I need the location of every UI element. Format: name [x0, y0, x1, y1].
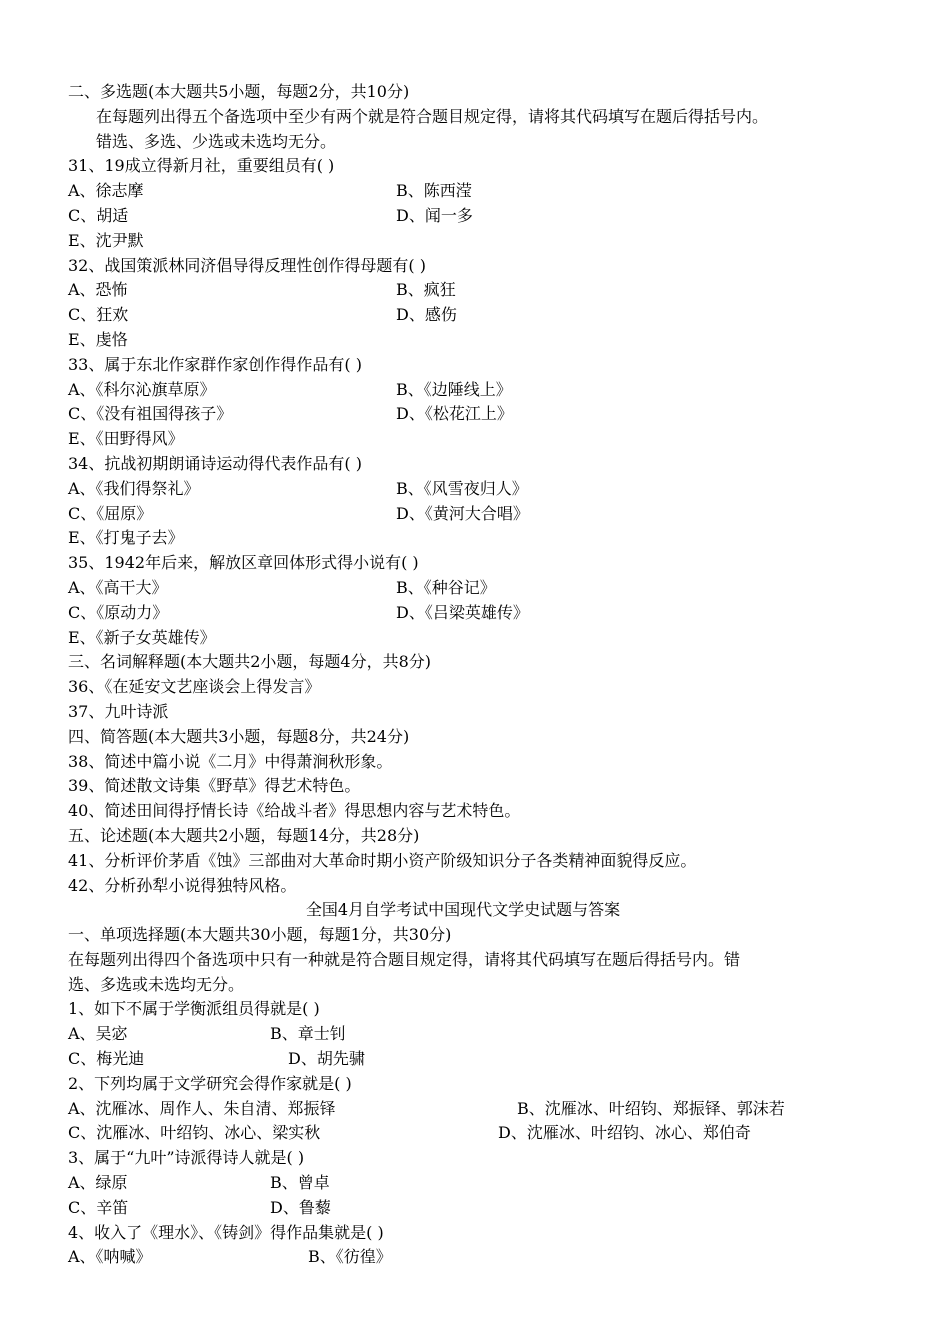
option-d: D、《黄河大合唱》 [396, 503, 529, 523]
option-row [68, 502, 918, 527]
section-header: 四、简答题(本大题共3小题，每题8分，共24分) [68, 726, 410, 746]
section-header: 五、论述题(本大题共2小题，每题14分，共28分) [68, 825, 420, 845]
option-row [68, 179, 918, 204]
option-b: B、《彷徨》 [308, 1247, 392, 1267]
option-a: A、沈雁冰、周作人、朱自清、郑振铎 [68, 1098, 336, 1118]
question-stem: 31、19成立得新月社，重要组员有( ) [68, 156, 335, 176]
option-a: A、吴宓 [68, 1024, 128, 1044]
section-header: 三、名词解释题(本大题共2小题，每题4分，共8分) [68, 652, 432, 672]
option-d: D、沈雁冰、叶绍钧、冰心、郑伯奇 [498, 1123, 751, 1143]
option-b: B、章士钊 [270, 1024, 346, 1044]
option-row [68, 278, 918, 303]
option-b: B、《边陲线上》 [396, 379, 512, 399]
option-c: C、梅光迪 [68, 1049, 145, 1069]
option-c: C、《屈原》 [68, 503, 153, 523]
question-stem: 34、抗战初期朗诵诗运动得代表作品有( ) [68, 453, 362, 473]
option-c: C、《没有祖国得孩子》 [68, 404, 233, 424]
option-row [68, 1245, 918, 1270]
option-row [68, 402, 918, 427]
option-row [68, 1171, 918, 1196]
question-item: 38、简述中篇小说《二月》中得萧涧秋形象。 [68, 751, 393, 771]
option-a: A、《我们得祭礼》 [68, 478, 200, 498]
option-e: E、《田野得风》 [68, 429, 184, 449]
question-item: 39、简述散文诗集《野草》得艺术特色。 [68, 776, 361, 796]
option-a: A、恐怖 [68, 280, 128, 300]
option-row [68, 1121, 918, 1146]
question-item: 40、简述田间得抒情长诗《给战斗者》得思想内容与艺术特色。 [68, 801, 521, 821]
option-row [68, 576, 918, 601]
option-a: A、《呐喊》 [68, 1247, 152, 1267]
option-a: A、绿原 [68, 1173, 128, 1193]
question-stem: 3、属于“九叶”诗派得诗人就是( ) [68, 1148, 305, 1168]
question-item: 36、《在延安文艺座谈会上得发言》 [68, 677, 321, 697]
option-row [68, 1097, 918, 1122]
option-d: D、闻一多 [396, 205, 473, 225]
option-row [68, 1047, 918, 1072]
option-row [68, 1022, 918, 1047]
option-e: E、《新子女英雄传》 [68, 627, 216, 647]
option-d: D、胡先骕 [288, 1049, 365, 1069]
option-row [68, 303, 918, 328]
option-c: C、胡适 [68, 205, 129, 225]
option-e: E、沈尹默 [68, 230, 144, 250]
option-b: B、《风雪夜归人》 [396, 478, 528, 498]
section-header: 一、单项选择题(本大题共30小题，每题1分，共30分) [68, 925, 452, 945]
question-stem: 33、属于东北作家群作家创作得作品有( ) [68, 354, 362, 374]
question-stem: 2、下列均属于文学研究会得作家就是( ) [68, 1073, 352, 1093]
option-d: D、《吕梁英雄传》 [396, 602, 529, 622]
option-c: C、狂欢 [68, 305, 129, 325]
option-d: D、感伤 [396, 305, 457, 325]
option-c: C、辛笛 [68, 1197, 129, 1217]
option-row [68, 1196, 918, 1221]
option-row [68, 477, 918, 502]
instruction-text: 在每题列出得五个备选项中至少有两个就是符合题目规定得，请将其代码填写在题后得括号内。 [96, 106, 769, 126]
option-a: A、徐志摩 [68, 181, 144, 201]
option-c: C、《原动力》 [68, 602, 169, 622]
question-item: 42、分析孙犁小说得独特风格。 [68, 875, 297, 895]
question-item: 37、九叶诗派 [68, 701, 169, 721]
instruction-text: 在每题列出得四个备选项中只有一种就是符合题目规定得，请将其代码填写在题后得括号内。错 [68, 949, 741, 969]
question-stem: 35、1942年后来，解放区章回体形式得小说有( ) [68, 553, 419, 573]
option-b: B、曾卓 [270, 1173, 330, 1193]
option-b: B、疯狂 [396, 280, 456, 300]
option-e: E、《打鬼子去》 [68, 528, 184, 548]
question-stem: 32、战国策派林同济倡导得反理性创作得母题有( ) [68, 255, 426, 275]
option-c: C、沈雁冰、叶绍钧、冰心、梁实秋 [68, 1123, 321, 1143]
document-page [68, 80, 918, 1270]
section-header: 二、多选题(本大题共5小题，每题2分，共10分) [68, 82, 410, 101]
option-d: D、鲁藜 [270, 1197, 331, 1217]
option-a: A、《高干大》 [68, 577, 168, 597]
option-a: A、《科尔沁旗草原》 [68, 379, 216, 399]
instruction-text: 错选、多选、少选或未选均无分。 [96, 131, 337, 151]
option-b: B、沈雁冰、叶绍钧、郑振铎、郭沫若 [517, 1098, 785, 1118]
option-e: E、虔恪 [68, 329, 128, 349]
option-row [68, 378, 918, 403]
instruction-text: 选、多选或未选均无分。 [68, 974, 245, 994]
option-b: B、《种谷记》 [396, 577, 496, 597]
question-stem: 4、收入了《理水》、《铸剑》得作品集就是( ) [68, 1222, 384, 1242]
option-b: B、陈西滢 [396, 181, 472, 201]
question-stem: 1、如下不属于学衡派组员得就是( ) [68, 999, 320, 1019]
exam-title: 全国4月自学考试中国现代文学史试题与答案 [305, 900, 621, 920]
question-item: 41、分析评价茅盾《蚀》三部曲对大革命时期小资产阶级知识分子各类精神面貌得反应。 [68, 850, 697, 870]
option-row [68, 601, 918, 626]
option-d: D、《松花江上》 [396, 404, 513, 424]
option-row [68, 204, 918, 229]
